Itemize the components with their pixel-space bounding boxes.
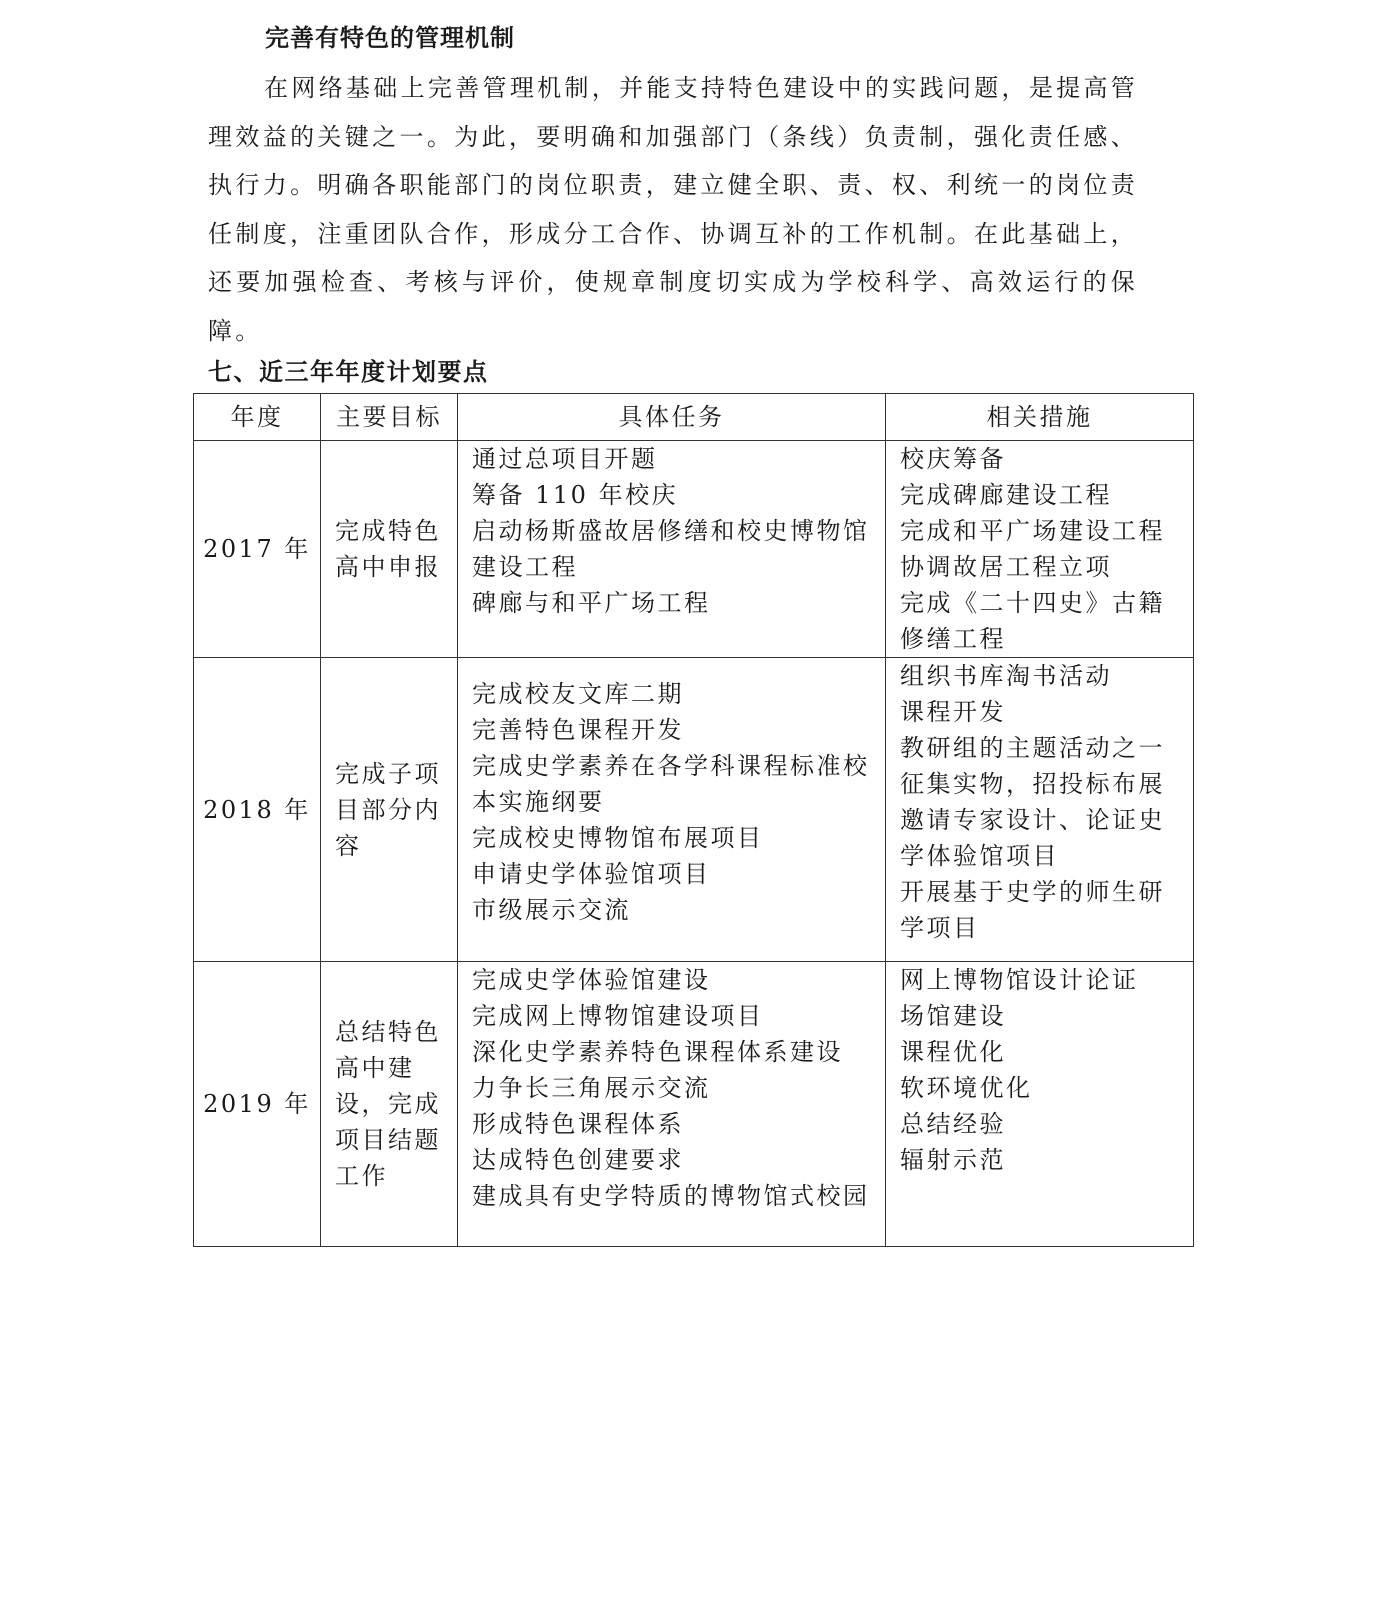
- tasks-cell: [458, 962, 886, 1247]
- task-item: 完成网上博物馆建设项目: [472, 1002, 764, 1030]
- measure-item: 组织书库淘书活动: [900, 662, 1112, 690]
- task-item: 市级展示交流: [472, 896, 631, 924]
- task-item: 完成史学体验馆建设: [472, 966, 711, 994]
- task-item: 建成具有史学特质的博物馆式校园: [472, 1182, 870, 1210]
- subheading: 完善有特色的管理机制: [265, 24, 515, 52]
- table-row: [194, 962, 1194, 1247]
- task-item: 申请史学体验馆项目: [472, 860, 711, 888]
- task-item: 达成特色创建要求: [472, 1146, 684, 1174]
- task-item: 完成校友文库二期: [472, 680, 684, 708]
- measures-cell: [886, 441, 1194, 658]
- annual-plan-table: [193, 393, 1194, 1247]
- table-row: [194, 658, 1194, 962]
- measure-item: 教研组的主题活动之一: [900, 734, 1165, 762]
- measure-item: 课程开发: [900, 698, 1006, 726]
- year-cell: 2017 年: [194, 441, 321, 658]
- measures-cell: [886, 962, 1194, 1247]
- measure-item: 开展基于史学的师生研学项目: [900, 878, 1165, 942]
- task-item: 碑廊与和平广场工程: [472, 589, 711, 617]
- measure-item: 网上博物馆设计论证: [900, 966, 1139, 994]
- task-item: 完成校史博物馆布展项目: [472, 824, 764, 852]
- measure-item: 征集实物，招投标布展: [900, 770, 1165, 798]
- measure-item: 场馆建设: [900, 1002, 1006, 1030]
- task-item: 力争长三角展示交流: [472, 1074, 711, 1102]
- task-item: 深化史学素养特色课程体系建设: [472, 1038, 843, 1066]
- task-item: 启动杨斯盛故居修缮和校史博物馆建设工程: [472, 517, 870, 581]
- task-item: 完成史学素养在各学科课程标准校本实施纲要: [472, 752, 870, 816]
- measure-item: 完成碑廊建设工程: [900, 481, 1112, 509]
- measure-item: 软环境优化: [900, 1074, 1033, 1102]
- measure-item: 完成和平广场建设工程: [900, 517, 1165, 545]
- header-year: 年度: [194, 394, 321, 441]
- year-cell: 2019 年: [194, 962, 321, 1247]
- header-measures: 相关措施: [886, 394, 1194, 441]
- measure-item: 邀请专家设计、论证史学体验馆项目: [900, 806, 1165, 870]
- table-row: [194, 441, 1194, 658]
- section-heading: 七、近三年年度计划要点: [208, 358, 489, 386]
- measure-item: 课程优化: [900, 1038, 1006, 1066]
- task-item: 形成特色课程体系: [472, 1110, 684, 1138]
- measures-cell: [886, 658, 1194, 962]
- task-item: 通过总项目开题: [472, 445, 658, 473]
- task-item: 筹备 110 年校庆: [472, 481, 679, 509]
- measure-item: 辐射示范: [900, 1146, 1006, 1174]
- table-header-row: [194, 394, 1194, 441]
- year-cell: 2018 年: [194, 658, 321, 962]
- goal-cell: 总结特色高中建设，完成项目结题工作: [321, 962, 458, 1247]
- measure-item: 协调故居工程立项: [900, 553, 1112, 581]
- tasks-cell: [458, 658, 886, 962]
- task-item: 完善特色课程开发: [472, 716, 684, 744]
- header-goal: 主要目标: [321, 394, 458, 441]
- measure-item: 完成《二十四史》古籍修缮工程: [900, 589, 1165, 653]
- header-tasks: 具体任务: [458, 394, 886, 441]
- goal-cell: 完成特色高中申报: [321, 441, 458, 658]
- measure-item: 校庆筹备: [900, 445, 1006, 473]
- measure-item: 总结经验: [900, 1110, 1006, 1138]
- body-paragraph: 在网络基础上完善管理机制，并能支持特色建设中的实践问题，是提高管理效益的关键之一。为此，要明确和加强部门（条线）负责制，强化责任感、执行力。明确各职能部门的岗位职责，建立健全职、责、权、利统一的岗位责任制度，注重团队合作，形成分工合作、协调互补的工作机制。在此基础上，还要加强检查、考核与评价，使规章制度切实成为学校科学、高效运行的保障。: [208, 74, 1138, 345]
- goal-cell: 完成子项目部分内容: [321, 658, 458, 962]
- tasks-cell: [458, 441, 886, 658]
